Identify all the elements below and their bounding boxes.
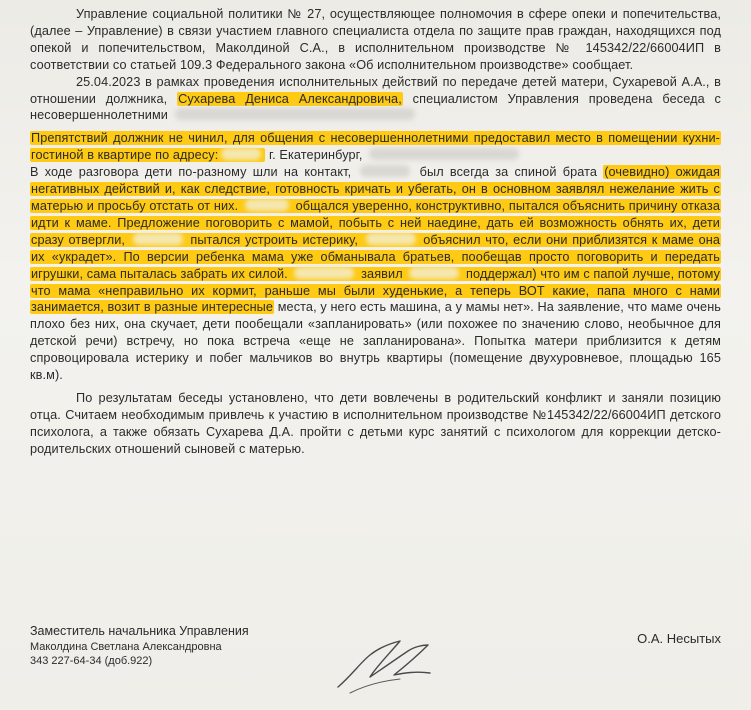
dialogue-highlight-6: поддержал) что им с папой лучше, потому что мама «неправильно их кормит, раньше мы были худенькие, а теперь ВОТ какие, папа много с нами занимается, возит в разные интересные [31, 266, 721, 315]
dialogue-highlight-2: общался уверенно, конструктивно, пытался объяснить причину отказа идти к маме. Предложение поговорить с мамой, побыть с ней наедине, дать ей возможность обнять их, дети сразу отвергли, [31, 198, 720, 247]
executor-name: Маколдина Светлана Александровна [30, 641, 222, 653]
signature-left [30, 623, 350, 668]
redacted-names [175, 108, 415, 120]
conversation-text-start: 25.04.2023 в рамках проведения исполнительных действий по передаче детей матери, Сухаревой А.А., в отношении должника, [30, 74, 721, 106]
redacted-child-name [409, 267, 459, 279]
redacted-address [369, 148, 519, 160]
redacted-address-part [221, 148, 261, 160]
dialogue-text-1: В ходе разговора дети по-разному шли на контакт, [30, 165, 352, 180]
conversation-text-end: специалистом Управления проведена беседа с несовершеннолетними [30, 91, 721, 123]
dialogue-highlight-1: (очевидно) ожидая негативных действий и, как следствие, готовность кричать и убегать, он в основном заявлял нежелание жить с матерью и просьбу отстать от них. [31, 165, 721, 213]
paragraph-conclusion: По результатам беседы установлено, что дети вовлечены в родительский конфликт и заняли позицию отца. Считаем необходимым привлечь к участию в исполнительном производстве №145342/22/66004ИП детского психолога, а также обязать Сухарева Д.А. пройти с детьми курс занятий с психологом для коррекции детско-родительских отношений сыновей с матерью. [30, 390, 721, 456]
place-text: Препятствий должник не чинил, для общения с несовершеннолетними предоставил место в помещении кухни-гостиной в квартире по адресу: [31, 131, 720, 163]
dialogue-text-3: места, у него есть машина, а у мамы нет». На заявление, что маме очень плохо без них, она скучает, дети пообещали «запланировать» (или похожее по значению слово, необычное для детской речи) встречу, но пока встреча «еще не запланирована». Попытка матери приблизится к детям спровоцировала истерику и побег мальчиков во внутрь квартиры (помещение двухуровневое, площадью 165 кв.м). [30, 300, 722, 383]
dialogue-highlight-3: пытался устроить истерику, [190, 232, 358, 247]
executor-phone: 343 227-64-34 (доб.922) [30, 655, 153, 667]
redacted-child-name [245, 199, 289, 211]
paragraph-dialogue [30, 164, 721, 384]
signer-name: О.А. Несытых [637, 631, 721, 646]
dialogue-highlight-4: объяснил что, если они приблизятся к маме она их «украдет». По версии ребенка мама уже обманывала братьев, пообещав просто поговорить и передать игрушки, сама пыталась забрать их силой. [31, 232, 721, 281]
paragraph-intro: Управление социальной политики № 27, осуществляющее полномочия в сфере опеки и попечительства, (далее – Управление) в связи участием главного специалиста отдела по защите прав граждан, находящихся под опекой и попечительством, Маколдиной С.А., в исполнительном производстве № 145342/22/66004ИП в соответствии со статьей 109.3 Федерального закона «Об исполнительном производстве» сообщает. [30, 7, 721, 72]
paragraph-place [30, 130, 721, 164]
redacted-child-name [133, 233, 183, 245]
paragraph-conversation [30, 74, 721, 125]
signer-position: Заместитель начальника Управления [30, 624, 249, 638]
highlighted-debtor-name: Сухарева Дениса Александровича, [178, 91, 402, 106]
dialogue-highlight-5: заявил [361, 266, 403, 281]
highlighted-dialogue [30, 165, 721, 314]
redacted-child-name [360, 165, 410, 177]
redacted-child-name [294, 267, 354, 279]
address-city: г. Екатеринбург, [268, 148, 363, 163]
redacted-child-name [366, 233, 416, 245]
dialogue-text-2: был всегда за спиной брата [419, 165, 598, 180]
